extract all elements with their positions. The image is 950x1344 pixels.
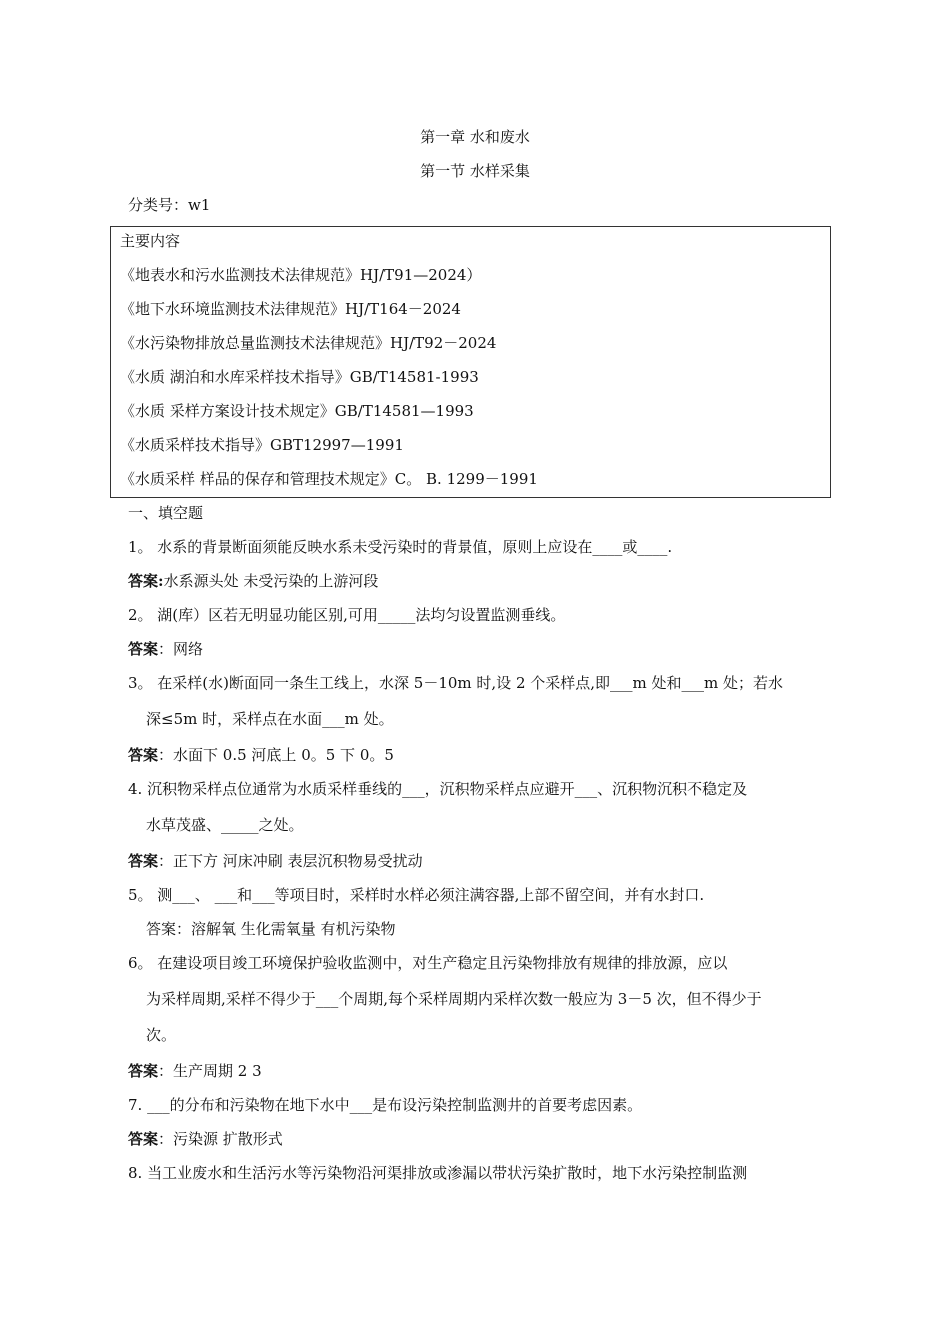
box-title: 主要内容 — [120, 232, 181, 250]
answer-line: 答案:水系源头处 未受污染的上游河段 — [128, 572, 379, 590]
standard-item: 《水质采样 样品的保存和管理技术规定》C。 B. 1299－1991 — [120, 470, 538, 488]
answer-text: 水系源头处 未受污染的上游河段 — [163, 572, 379, 590]
question-line: 7. ___的分布和污染物在地下水中___是布设污染控制监测井的首要考虑因素。 — [128, 1096, 643, 1114]
answer-text: 网络 — [173, 640, 204, 658]
answer-text: 水面下 0.5 河底上 0。5 下 0。5 — [173, 746, 394, 764]
answer-line: 答案：水面下 0.5 河底上 0。5 下 0。5 — [128, 746, 394, 764]
question-line-continued: 水草茂盛、_____之处。 — [146, 816, 304, 834]
question-line: 5。 测___、 ___和___等项目时，采样时水样必须注满容器,上部不留空间，并有水封口. — [128, 886, 705, 904]
section-heading: 一、填空题 — [128, 504, 204, 522]
question-line-continued: 次。 — [146, 1026, 177, 1044]
classification-number: 分类号：w1 — [128, 196, 211, 214]
main-content-box — [110, 226, 831, 498]
answer-label: 答案 — [128, 852, 159, 870]
standard-item: 《水污染物排放总量监测技术法律规范》HJ/T92－2024 — [120, 334, 497, 352]
answer-label: 答案 — [128, 640, 159, 658]
section-title: 第一节 水样采集 — [420, 162, 530, 180]
answer-line: 答案：生产周期 2 3 — [128, 1062, 262, 1080]
chapter-title: 第一章 水和废水 — [420, 128, 530, 146]
question-line-continued: 深≤5m 时，采样点在水面___m 处。 — [146, 710, 394, 728]
answer-line: 答案：溶解氧 生化需氧量 有机污染物 — [146, 920, 396, 938]
question-line: 8. 当工业废水和生活污水等污染物沿河渠排放或渗漏以带状污染扩散时，地下水污染控制监测 — [128, 1164, 748, 1182]
standard-item: 《水质 湖泊和水库采样技术指导》GB/T14581-1993 — [120, 368, 479, 386]
standard-item: 《水质采样技术指导》GBT12997—1991 — [120, 436, 404, 454]
question-line-continued: 为采样周期,采样不得少于___个周期,每个采样周期内采样次数一般应为 3－5 次，但不得少于 — [146, 990, 762, 1008]
answer-text: 污染源 扩散形式 — [173, 1130, 283, 1148]
answer-text: 正下方 河床冲刷 表层沉积物易受扰动 — [173, 852, 423, 870]
answer-line: 答案：正下方 河床冲刷 表层沉积物易受扰动 — [128, 852, 423, 870]
question-line: 1。 水系的背景断面须能反映水系未受污染时的背景值，原则上应设在____或____. — [128, 538, 673, 556]
question-line: 4. 沉积物采样点位通常为水质采样垂线的___，沉积物采样点应避开___、沉积物沉积不稳定及 — [128, 780, 748, 798]
standard-item: 《地下水环境监测技术法律规范》HJ/T164－2024 — [120, 300, 461, 318]
answer-text: 生产周期 2 3 — [173, 1062, 262, 1080]
answer-line: 答案：污染源 扩散形式 — [128, 1130, 283, 1148]
standard-item: 《地表水和污水监测技术法律规范》HJ/T91—2024） — [120, 266, 482, 284]
answer-label: 答案 — [128, 572, 159, 590]
answer-label: 答案 — [128, 746, 159, 764]
answer-label: 答案 — [128, 1130, 159, 1148]
question-line: 3。 在采样(水)断面同一条生工线上，水深 5－10m 时,设 2 个采样点,即___m 处和___m 处；若水 — [128, 674, 784, 692]
answer-label: 答案 — [128, 1062, 159, 1080]
question-line: 2。 湖(库）区若无明显功能区别,可用_____法均匀设置监测垂线。 — [128, 606, 566, 624]
question-line: 6。 在建设项目竣工环境保护验收监测中，对生产稳定且污染物排放有规律的排放源，应以 — [128, 954, 728, 972]
answer-line: 答案：网络 — [128, 640, 204, 658]
standard-item: 《水质 采样方案设计技术规定》GB/T14581—1993 — [120, 402, 474, 420]
